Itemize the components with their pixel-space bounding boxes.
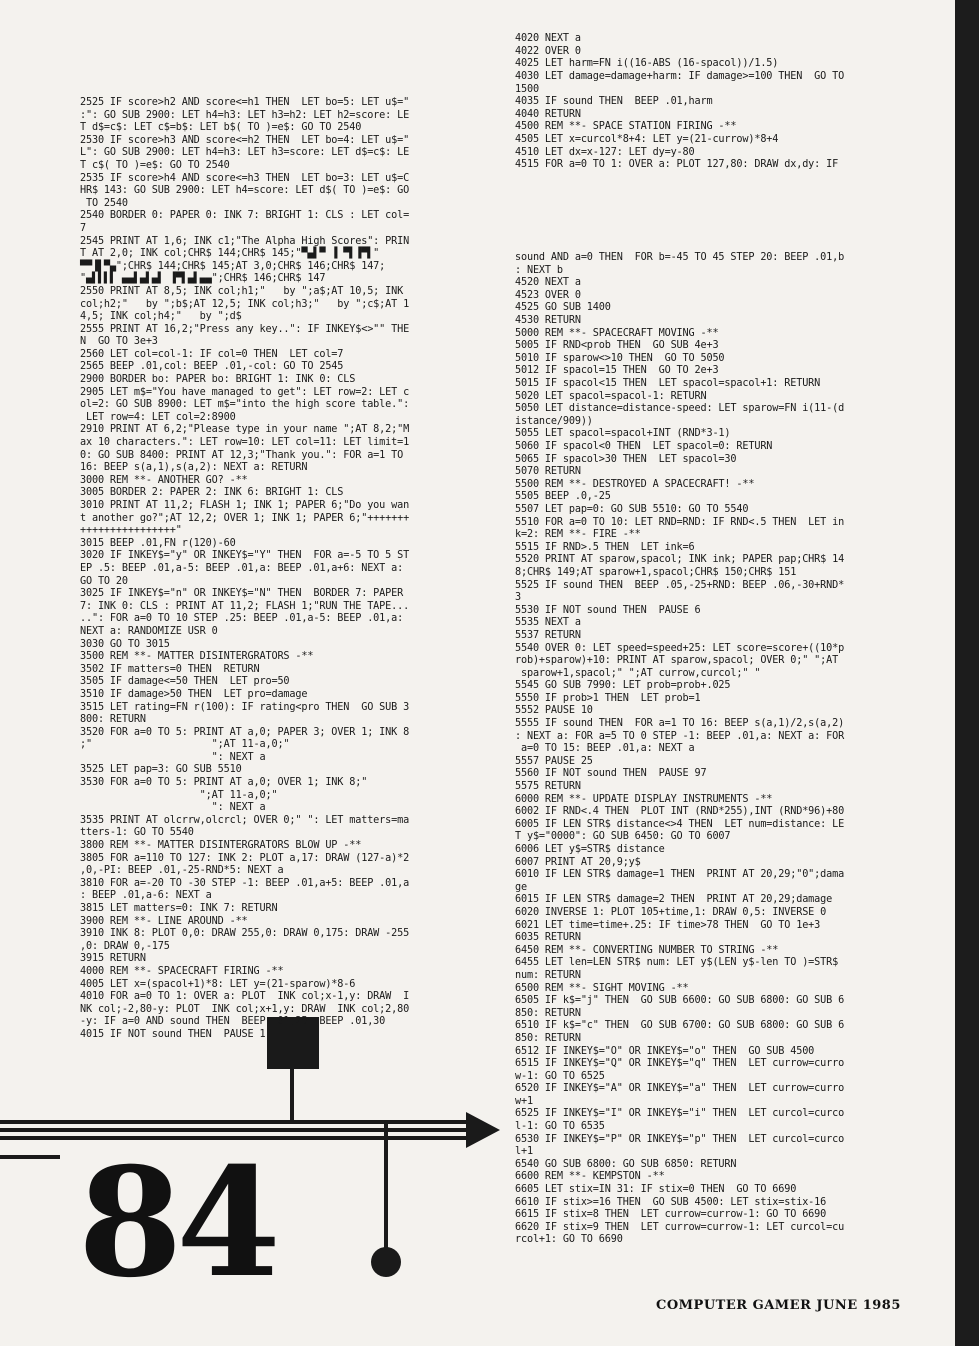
code-line: 2560 LET col=col-1: IF col=0 THEN LET col=7 xyxy=(80,348,344,360)
code-line: 3810 FOR a=-20 TO -30 STEP -1: BEEP .01,a+5: BEEP .01,a xyxy=(80,877,410,889)
code-line: ..": FOR a=0 TO 10 STEP .25: BEEP .01,a-5: BEEP .01,a: xyxy=(80,613,404,625)
code-line: 3005 BORDER 2: PAPER 2: INK 6: BRIGHT 1: CLS xyxy=(80,487,344,499)
code-line: 6020 INVERSE 1: PLOT 105+time,1: DRAW 0,5: INVERSE 0 xyxy=(515,906,827,918)
code-line: 5520 PRINT AT sparow,spacol; INK ink; PAPER pap;CHR$ 14 xyxy=(515,554,845,566)
code-line: 6021 LET time=time+.25: IF time>78 THEN GO TO 1e+3 xyxy=(515,919,821,931)
code-line: 3015 BEEP .01,FN r(120)-60 xyxy=(80,537,236,549)
code-line: 7 xyxy=(80,222,86,234)
code-line: 16: BEEP s(a,1),s(a,2): NEXT a: RETURN xyxy=(80,462,308,474)
code-line: 6006 LET y$=STR$ distance xyxy=(515,844,665,855)
code-line: num: RETURN xyxy=(515,969,581,981)
code-line: 4022 OVER 0 xyxy=(515,45,581,57)
code-line: : NEXT b xyxy=(515,264,563,276)
code-line: 3030 GO TO 3015 xyxy=(80,638,170,650)
code-line: 3525 LET pap=3: GO SUB 5510 xyxy=(80,764,242,776)
code-line: 850: RETURN xyxy=(515,1032,581,1044)
code-line: col;h2;" by ";b$;AT 12,5; INK col;h3;" by ";c$;AT 1 xyxy=(80,298,410,310)
code-line: 3530 FOR a=0 TO 5: PRINT AT a,0; OVER 1; INK 8;" xyxy=(80,777,368,789)
code-line: EP .5: BEEP .01,a-5: BEEP .01,a: BEEP .01,a+6: NEXT a: xyxy=(80,562,404,574)
code-line: 6005 IF LEN STR$ distance<>4 THEN LET num=distance: LE xyxy=(515,818,845,830)
code-line: :": GO SUB 2900: LET h4=h3: LET h3=h2: LET h2=score: LE xyxy=(80,109,410,121)
code-line: 3025 IF INKEY$="n" OR INKEY$="N" THEN BORDER 7: PAPER xyxy=(80,588,404,600)
code-line: 3800 REM **- MATTER DISINTERGRATORS BLOW UP -** xyxy=(80,840,362,852)
code-line: ;" ";AT 11-a,0;" xyxy=(80,739,290,751)
code-line: 6015 IF LEN STR$ damage=2 THEN PRINT AT 20,29;damage xyxy=(515,894,833,906)
code-line: 5552 PAUSE 10 xyxy=(515,705,593,717)
code-line: 3 xyxy=(515,592,521,604)
code-line: N GO TO 3e+3 xyxy=(80,336,158,348)
code-line: 2525 IF score>h2 AND score<=h1 THEN LET bo=5: LET u$=" xyxy=(80,97,410,108)
code-line: -y: IF a=0 AND sound THEN BEEP .01,25: BEEP .01,30 xyxy=(80,1016,386,1028)
code-line: ge xyxy=(515,881,527,893)
right-code-top xyxy=(515,33,965,172)
code-line: 6035 RETURN xyxy=(515,932,581,944)
code-line: 5020 LET spacol=spacol-1: RETURN xyxy=(515,390,707,402)
code-line: ": NEXT a xyxy=(80,751,266,763)
code-line: 5530 IF NOT sound THEN PAUSE 6 xyxy=(515,604,701,616)
code-line: 3502 IF matters=0 THEN RETURN xyxy=(80,663,260,675)
code-line: w-1: GO TO 6525 xyxy=(515,1070,605,1082)
code-line: ol=2: GO SUB 8900: LET m$="into the high score table.": xyxy=(80,399,410,411)
code-line: "▄▌▌▌▌ ▄▄▌▄▌▄▌ ▐▀▌▄▌▄▄";CHR$ 146;CHR$ 147 xyxy=(80,273,326,285)
page-number: 84 xyxy=(78,1135,275,1311)
code-line: 5550 IF prob>1 THEN LET prob=1 xyxy=(515,692,701,704)
code-line: ": NEXT a xyxy=(80,802,266,814)
code-line: 5535 NEXT a xyxy=(515,617,581,629)
code-line: 5507 LET pap=0: GO SUB 5510: GO TO 5540 xyxy=(515,503,749,515)
code-line: 6540 GO SUB 6800: GO SUB 6850: RETURN xyxy=(515,1158,737,1170)
code-line: 6520 IF INKEY$="A" OR INKEY$="a" THEN LET currow=curro xyxy=(515,1083,845,1095)
code-line: 6615 IF stix=8 THEN LET currow=currow-1: GO TO 6690 xyxy=(515,1209,827,1221)
code-line: 3510 IF damage>50 THEN LET pro=damage xyxy=(80,688,308,700)
code-line: sparow+1,spacol;" ";AT currow,curcol;" " xyxy=(515,667,761,679)
code-line: 6605 LET stix=IN 31: IF stix=0 THEN GO TO 6690 xyxy=(515,1184,797,1196)
code-line: 5070 RETURN xyxy=(515,466,581,478)
code-line: k=2: REM **- FIRE -** xyxy=(515,529,641,541)
code-line: 2555 PRINT AT 16,2;"Press any key..": IF INKEY$<>"" THE xyxy=(80,323,410,335)
code-line: 5000 REM **- SPACECRAFT MOVING -** xyxy=(515,327,719,339)
code-line: 3500 REM **- MATTER DISINTERGRATORS -** xyxy=(80,651,314,663)
code-line: 5540 OVER 0: LET speed=speed+25: LET score=score+((10*p xyxy=(515,642,845,654)
code-line: 3815 LET matters=0: INK 7: RETURN xyxy=(80,903,278,914)
code-line: 4020 NEXT a xyxy=(515,33,581,45)
code-line: 4005 LET x=(spacol+1)*8: LET y=(21-sparow)*8-6 xyxy=(80,978,356,990)
code-line: 4025 LET harm=FN i((16-ABS (16-spacol))/1.5) xyxy=(515,58,779,70)
code-line: L": GO SUB 2900: LET h4=h3: LET h3=score: LET d$=c$: LE xyxy=(80,147,410,159)
code-line: 4525 GO SUB 1400 xyxy=(515,302,611,314)
code-line: 4015 IF NOT sound THEN PAUSE 1 xyxy=(80,1028,266,1040)
code-line: 5500 REM **- DESTROYED A SPACECRAFT! -** xyxy=(515,478,755,490)
code-line: 6610 IF stix>=16 THEN GO SUB 4500: LET stix=stix-16 xyxy=(515,1196,827,1208)
code-line: 3535 PRINT AT olcrrw,olcrcl; OVER 0;" ": LET matters=ma xyxy=(80,814,410,826)
code-line: 3910 INK 8: PLOT 0,0: DRAW 255,0: DRAW 0,175: DRAW -255 xyxy=(80,928,410,940)
right-code-column xyxy=(515,8,965,1260)
code-line: istance/909)) xyxy=(515,415,593,427)
code-line: 3915 RETURN xyxy=(80,953,146,965)
code-line: 5545 GO SUB 7990: LET prob=prob+.025 xyxy=(515,680,731,692)
code-line: l+1 xyxy=(515,1146,533,1158)
code-line: 800: RETURN xyxy=(80,714,146,726)
code-line: NEXT a: RANDOMIZE USR 0 xyxy=(80,625,218,637)
code-line: ";AT 11-a,0;" xyxy=(80,789,278,801)
code-line: 4040 RETURN xyxy=(515,108,581,120)
code-line: 2535 IF score>h4 AND score<=h3 THEN LET bo=3: LET u$=C xyxy=(80,172,410,184)
code-line: 6512 IF INKEY$="O" OR INKEY$="o" THEN GO SUB 4500 xyxy=(515,1045,815,1057)
code-line: 4010 FOR a=0 TO 1: OVER a: PLOT INK col;x-1,y: DRAW I xyxy=(80,991,410,1003)
code-line: 5515 IF RND>.5 THEN LET ink=6 xyxy=(515,541,695,553)
code-line: 4520 NEXT a xyxy=(515,277,581,289)
code-line: 2910 PRINT AT 6,2;"Please type in your name ";AT 8,2;"M xyxy=(80,424,410,436)
code-line: 4505 LET x=curcol*8+4: LET y=(21-currow)*8+4 xyxy=(515,133,779,145)
code-line: 4030 LET damage=damage+harm: IF damage>=100 THEN GO TO xyxy=(515,70,845,82)
code-line: 5510 FOR a=0 TO 10: LET RND=RND: IF RND<.5 THEN LET in xyxy=(515,516,845,528)
code-line: : NEXT a: FOR a=5 TO 0 STEP -1: BEEP .01,a: NEXT a: FOR xyxy=(515,730,845,742)
left-code-column xyxy=(80,97,500,1042)
code-line: 7: INK 0: CLS : PRINT AT 11,2; FLASH 1;"RUN THE TAPE... xyxy=(80,600,410,612)
code-line: 6525 IF INKEY$="I" OR INKEY$="i" THEN LET curcol=curco xyxy=(515,1108,845,1120)
code-line: 2545 PRINT AT 1,6; INK c1;"The Alpha High Scores": PRIN xyxy=(80,235,410,247)
code-line: tters-1: GO TO 5540 xyxy=(80,827,194,839)
code-line: 6007 PRINT AT 20,9;y$ xyxy=(515,856,641,868)
code-line: 2900 BORDER bo: PAPER bo: BRIGHT 1: INK 0: CLS xyxy=(80,374,356,386)
code-line: w+1 xyxy=(515,1095,533,1107)
code-line: 5525 IF sound THEN BEEP .05,-25+RND: BEEP .06,-30+RND* xyxy=(515,579,845,591)
arrow-head-icon xyxy=(466,1112,500,1148)
code-line: 3520 FOR a=0 TO 5: PRINT AT a,0; PAPER 3; OVER 1; INK 8 xyxy=(80,726,410,738)
code-line: 4530 RETURN xyxy=(515,315,581,327)
code-line: 0: GO SUB 8400: PRINT AT 12,3;"Thank you.": FOR a=1 TO xyxy=(80,449,404,461)
code-line: 6000 REM **- UPDATE DISPLAY INSTRUMENTS -** xyxy=(515,793,773,805)
code-line: 5555 IF sound THEN FOR a=1 TO 16: BEEP s(a,1)/2,s(a,2) xyxy=(515,718,845,730)
code-line: 5505 BEEP .0,-25 xyxy=(515,491,611,503)
code-line: 4000 REM **- SPACECRAFT FIRING -** xyxy=(80,965,284,977)
column-gap xyxy=(515,197,965,227)
code-line: 6600 REM **- KEMPSTON -** xyxy=(515,1171,665,1183)
code-line: 850: RETURN xyxy=(515,1007,581,1019)
code-line: 2905 LET m$="You have managed to get": LET row=2: LET c xyxy=(80,386,410,398)
code-line: 5050 LET distance=distance-speed: LET sparow=FN i(11-(d xyxy=(515,403,845,415)
code-line: NK col;-2,80-y: PLOT INK col;x+1,y: DRAW INK col;2,80 xyxy=(80,1003,410,1015)
code-line: ax 10 characters.": LET row=10: LET col=11: LET limit=1 xyxy=(80,437,410,449)
page-edge-shadow xyxy=(955,0,979,1346)
code-line: 6455 LET len=LEN STR$ num: LET y$(LEN y$-len TO )=STR$ xyxy=(515,957,839,969)
code-line: 5015 IF spacol<15 THEN LET spacol=spacol+1: RETURN xyxy=(515,378,821,390)
code-line: T c$( TO )=e$: GO TO 2540 xyxy=(80,159,230,171)
code-line: 2540 BORDER 0: PAPER 0: INK 7: BRIGHT 1: CLS : LET col= xyxy=(80,210,410,222)
code-line: HR$ 143: GO SUB 2900: LET h4=score: LET d$( TO )=e$: GO xyxy=(80,185,410,197)
code-line: a=0 TO 15: BEEP .01,a: NEXT a xyxy=(515,743,695,755)
code-line: 3900 REM **- LINE AROUND -** xyxy=(80,915,248,927)
code-line: 5055 LET spacol=spacol+INT (RND*3-1) xyxy=(515,428,731,440)
code-line: : BEEP .01,a-6: NEXT a xyxy=(80,890,212,902)
code-line: 4515 FOR a=0 TO 1: OVER a: PLOT 127,80: DRAW dx,dy: IF xyxy=(515,159,839,171)
code-line: rob)+sparow)+10: PRINT AT sparow,spacol; OVER 0;" ";AT xyxy=(515,655,839,667)
code-line: 3805 FOR a=110 TO 127: INK 2: PLOT a,17: DRAW (127-a)*2 xyxy=(80,852,410,864)
code-line: 2550 PRINT AT 8,5; INK col;h1;" by ";a$;AT 10,5; INK xyxy=(80,285,404,297)
code-line: 6530 IF INKEY$="P" OR INKEY$="p" THEN LET curcol=curco xyxy=(515,1133,845,1145)
code-line: 5560 IF NOT sound THEN PAUSE 97 xyxy=(515,768,707,780)
code-line: 5010 IF sparow<>10 THEN GO TO 5050 xyxy=(515,352,725,364)
code-line: T y$="0000": GO SUB 6450: GO TO 6007 xyxy=(515,831,731,843)
code-line: 5060 IF spacol<0 THEN LET spacol=0: RETURN xyxy=(515,441,773,452)
code-line: 3010 PRINT AT 11,2; FLASH 1; INK 1; PAPER 6;"Do you wan xyxy=(80,500,410,511)
code-line: 6510 IF k$="c" THEN GO SUB 6700: GO SUB 6800: GO SUB 6 xyxy=(515,1020,845,1032)
code-line: T AT 2,0; INK col;CHR$ 144;CHR$ 145;"▀▄▌▀ ▐ ▀▌▐▀▌" xyxy=(80,248,380,260)
code-line: T d$=c$: LET c$=b$: LET b$( TO )=e$: GO TO 2540 xyxy=(80,122,362,134)
code-line: 6002 IF RND<.4 THEN PLOT INT (RND*255),INT (RND*96)+80 xyxy=(515,806,845,818)
code-line: 2565 BEEP .01,col: BEEP .01,-col: GO TO 2545 xyxy=(80,361,344,373)
code-line: 6500 REM **- SIGHT MOVING -** xyxy=(515,982,689,994)
code-line: 3505 IF damage<=50 THEN LET pro=50 xyxy=(80,676,290,688)
code-line: l-1: GO TO 6535 xyxy=(515,1121,605,1133)
code-line: 5065 IF spacol>30 THEN LET spacol=30 xyxy=(515,453,737,465)
code-line: 1500 xyxy=(515,83,539,95)
code-line: 2530 IF score>h3 AND score<=h2 THEN LET bo=4: LET u$=" xyxy=(80,134,410,146)
code-line: 4500 REM **- SPACE STATION FIRING -** xyxy=(515,121,737,133)
code-line: 6620 IF stix=9 THEN LET currow=currow-1: LET curcol=cu xyxy=(515,1221,845,1233)
code-line: 3020 IF INKEY$="y" OR INKEY$="Y" THEN FOR a=-5 TO 5 ST xyxy=(80,550,410,562)
code-line: 5557 PAUSE 25 xyxy=(515,755,593,767)
code-line: 5537 RETURN xyxy=(515,629,581,641)
code-line: 4035 IF sound THEN BEEP .01,harm xyxy=(515,96,713,108)
code-line: t another go?";AT 12,2; OVER 1; INK 1; PAPER 6;"+++++++ xyxy=(80,512,410,524)
code-line: 6450 REM **- CONVERTING NUMBER TO STRING -** xyxy=(515,944,779,956)
code-line: 3515 LET rating=FN r(100): IF rating<pro THEN GO SUB 3 xyxy=(80,701,410,713)
footer-masthead: COMPUTER GAMER JUNE 1985 xyxy=(656,1298,901,1313)
code-line: rcol+1: GO TO 6690 xyxy=(515,1234,623,1246)
code-line: 5012 IF spacol=15 THEN GO TO 2e+3 xyxy=(515,365,719,377)
code-line: 6010 IF LEN STR$ damage=1 THEN PRINT AT 20,29;"0";dama xyxy=(515,869,845,881)
code-line: 4,5; INK col;h4;" by ";d$ xyxy=(80,311,242,323)
code-line: 6515 IF INKEY$="Q" OR INKEY$="q" THEN LET currow=curro xyxy=(515,1058,845,1070)
code-line: ,0: DRAW 0,-175 xyxy=(80,940,170,952)
code-line: ▀▀▐▌▀▄";CHR$ 144;CHR$ 145;AT 3,0;CHR$ 146;CHR$ 147; xyxy=(80,260,386,272)
code-line: 5005 IF RND<prob THEN GO SUB 4e+3 xyxy=(515,340,719,352)
code-line: 4523 OVER 0 xyxy=(515,289,581,301)
code-line: 8;CHR$ 149;AT sparow+1,spacol;CHR$ 150;CHR$ 151 xyxy=(515,566,797,578)
code-line: 3000 REM **- ANOTHER GO? -** xyxy=(80,474,248,486)
right-code-bottom xyxy=(515,252,965,1247)
code-line: LET row=4: LET col=2:8900 xyxy=(80,411,236,423)
code-line: 4510 LET dx=x-127: LET dy=y-80 xyxy=(515,146,695,158)
code-line: TO 2540 xyxy=(80,197,128,209)
code-line: ,0,-PI: BEEP .01,-25-RND*5: NEXT a xyxy=(80,865,284,877)
code-line: GO TO 20 xyxy=(80,575,128,587)
circle-node-icon xyxy=(371,1247,401,1277)
code-line: 6505 IF k$="j" THEN GO SUB 6600: GO SUB 6800: GO SUB 6 xyxy=(515,995,845,1007)
code-line: ++++++++++++++++" xyxy=(80,525,182,537)
code-line: 5575 RETURN xyxy=(515,781,581,793)
code-line: sound AND a=0 THEN FOR b=-45 TO 45 STEP 20: BEEP .01,b xyxy=(515,252,845,264)
